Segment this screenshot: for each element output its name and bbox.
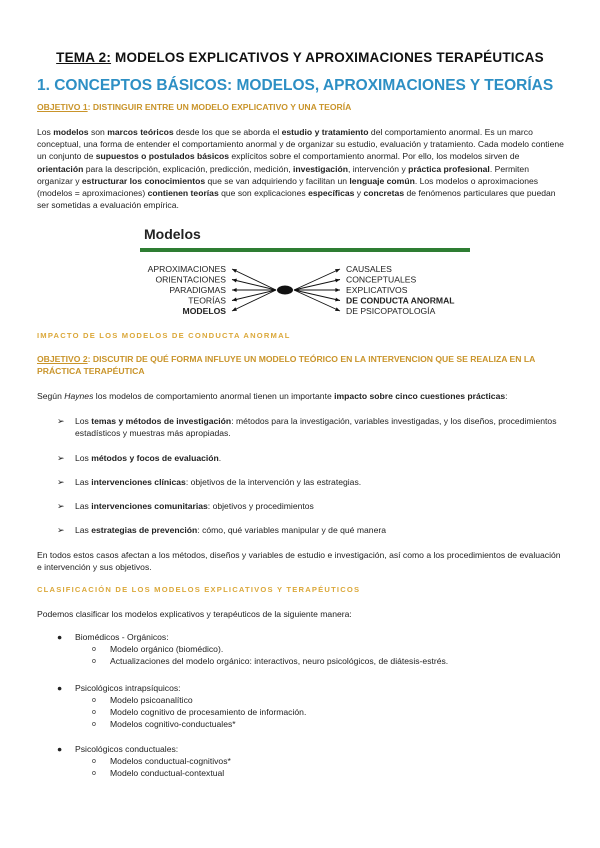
sub-bullet-icon: o [92,697,96,704]
bullet-icon: ● [57,632,63,642]
diagram-center-node [277,286,293,295]
paragraph-models: Los modelos son marcos teóricos desde los que se aborda el estudio y tratamiento del comportamiento anormal. Es un marco conceptual, una forma de entender el comportamiento anormal y de organizar su estudio, evaluación y tratamiento. Cada modelo contiene un conjunto de supuestos o postulados básicos explícitos sobre el comportamiento anormal. Por ello, los modelos sirven de orientación para la descripción, explicación, predicción, medición, investigación, intervención y práctica profesional. Permiten organizar y estructurar los conocimientos que se van adquiriendo y facilitan un lenguaje común. Los modelos o aproximaciones (modelos = aproximaciones) contienen teorías que son explicaciones específicas y concretas de fenómenos particulares que puedan ser sometidas a evaluación empírica. [37,127,564,211]
diagram-bar [140,248,470,252]
section-classification: CLASIFICACIÓN DE LOS MODELOS EXPLICATIVOS Y TERAPÉUTICOS [37,585,361,594]
arrow-bullet-icon: ➢ [57,416,65,426]
diagram-left-label: MODELOS [182,306,226,316]
title-prefix: TEMA 2: [56,50,112,65]
section-impact: IMPACTO DE LOS MODELOS DE CONDUCTA ANORMAL [37,331,291,340]
sub-bullet-icon: o [92,758,96,765]
objetivo-1 [37,101,567,113]
diagram-right-label: DE PSICOPATOLOGÍA [346,306,436,316]
diagram-right-label: EXPLICATIVOS [346,285,408,295]
diagram-arrowhead [232,288,237,292]
diagram-arrow-right [294,290,340,311]
objetivo-1-label: OBJETIVO 1 [37,102,88,112]
diagram-arrow-left [232,290,276,301]
objetivo-2-label: OBJETIVO 2 [37,354,88,364]
heading-1: 1. CONCEPTOS BÁSICOS: MODELOS, APROXIMACIONES Y TEORÍAS [37,77,554,94]
arrow-bullet-icon: ➢ [57,501,65,511]
diagram-right-label: DE CONDUCTA ANORMAL [346,295,455,306]
diagram-arrowhead [335,288,340,292]
models-diagram [140,219,470,325]
diagram-arrow-right [294,269,340,290]
arrow-bullet-icon: ➢ [57,525,65,535]
sub-bullet-icon: o [92,770,96,777]
sub-bullet-icon: o [92,646,96,653]
diagram-arrow-left [232,290,276,311]
diagram-arrow-right [294,290,340,301]
paragraph-haynes: Según Haynes los modelos de comportamiento anormal tienen un importante impacto sobre cinco cuestiones prácticas: [37,391,508,401]
diagram-left-label: PARADIGMAS [169,285,226,295]
sub-bullet-icon: o [92,721,96,728]
diagram-arrowhead [335,279,340,283]
sub-bullet-icon: o [92,709,96,716]
diagram-right-label: CONCEPTUALES [346,274,417,285]
diagram-left-label: ORIENTACIONES [155,274,226,285]
title-rest: MODELOS EXPLICATIVOS Y APROXIMACIONES TERAPÉUTICAS [111,50,544,65]
diagram-title: Modelos [144,226,201,242]
arrow-bullet-icon: ➢ [57,453,65,463]
document-title [0,50,600,65]
diagram-arrow-left [232,280,276,291]
paragraph-classification-intro: Podemos clasificar los modelos explicativos y terapéuticos de la siguiente manera: [37,609,352,619]
objetivo-1-text: : DISTINGUIR ENTRE UN MODELO EXPLICATIVO Y UNA TEORÍA [87,102,352,112]
diagram-left-label: TEORÍAS [188,295,226,306]
diagram-arrowhead [335,298,340,302]
sub-bullet-icon: o [92,658,96,665]
diagram-right-label: CAUSALES [346,264,392,274]
objetivo-2 [37,353,567,377]
diagram-arrow-left [232,269,276,290]
arrow-bullet-icon: ➢ [57,477,65,487]
objetivo-2-text: : DISCUTIR DE QUÉ FORMA INFLUYE UN MODELO TEÓRICO EN LA INTERVENCION QUE SE REALIZA EN LA PRÁCTICA TERAPÉUTICA [37,354,535,376]
diagram-left-label: APROXIMACIONES [147,264,226,274]
bullet-icon: ● [57,683,63,693]
diagram-arrow-right [294,280,340,291]
paragraph-summary: En todos estos casos afectan a los métodos, diseños y variables de estudio e investigación, así como a los procedimientos de evaluación e intervención y sus objetivos. [37,550,561,573]
bullet-icon: ● [57,744,63,754]
document-page: TEMA 2: MODELOS EXPLICATIVOS Y APROXIMACIONES TERAPÉUTICAS 1. CONCEPTOS BÁSICOS: MODELOS, APROXIMACIONES Y TEORÍAS OBJETIVO 1: DISTINGUIR ENTRE UN MODELO EXPLICATIVO Y UNA TEORÍA Los modelos son marcos teóricos desde los que se aborda el estudio y tratamiento del comportamiento anormal. Es un marco conceptual, una forma de entender el comportamiento anormal y de organizar su estudio, evaluación y tratamiento. Cada modelo contiene un conjunto de supuestos o postulados básicos explícitos sobre el comportamiento anormal. Por ello, los modelos sirven de orientación para la descripción, explicación, predicción, medición, investigación, intervención y práctica profesional. Permiten organizar y estructurar los conocimientos que se van adquiriendo y facilitan un lenguaje común. Los modelos o aproximaciones (modelos = aproximaciones) contienen teorías que son explicaciones específicas y concretas de fenómenos particulares que puedan ser sometidas a evaluación empírica. Modelos APROXIMACIONES ORIENTACIONES PARADIGMAS TEORÍAS MODELOS CAUSALES CONCEPTUALES EXPLICATIVOS DE CONDUCTA ANORMAL DE PSICOPATOLOGÍA IMPACTO DE LOS MODELOS DE CONDUCTA ANORMAL OBJETIVO 2: DISCUTIR DE QUÉ FORMA INFLUYE UN MODELO TEÓRICO EN LA INTERVENCION QUE SE REALIZA EN LA PRÁCTICA TERAPÉUTICA Según Haynes los modelos de comportamiento anormal tienen un importante impacto sobre cinco cuestiones prácticas: ➢ Los temas y métodos de investigación: métodos para la investigación, variables investigadas, y los diseños, procedimientos estadísticos y muestras más apropiadas. ➢ Los métodos y focos de evaluación. ➢ Las intervenciones clínicas: objetivos de la intervención y las estrategias. ➢ Las intervenciones comunitarias: objetivos y procedimientos ➢ Las estrategias de prevención: cómo, qué variables manipular y de qué manera En todos estos casos afectan a los métodos, diseños y variables de estudio e investigación, así como a los procedimientos de evaluación e intervención y sus objetivos. CLASIFICACIÓN DE LOS MODELOS EXPLICATIVOS Y TERAPÉUTICOS Podemos clasificar los modelos explicativos y terapéuticos de la siguiente manera: ● Biomédicos - Orgánicos: o Modelo orgánico (biomédico). o Actualizaciones del modelo orgánico: interactivos, neuro psicológicos, de diátesis-estrés. ● Psicológicos intrapsíquicos: o Modelo psicoanalítico o Modelo cognitivo de procesamiento de información. o Modelos cognitivo-conductuales* ● Psicológicos conductuales: o Modelos conductual-cognitivos* o Modelo conductual-contextual [0,0,600,848]
